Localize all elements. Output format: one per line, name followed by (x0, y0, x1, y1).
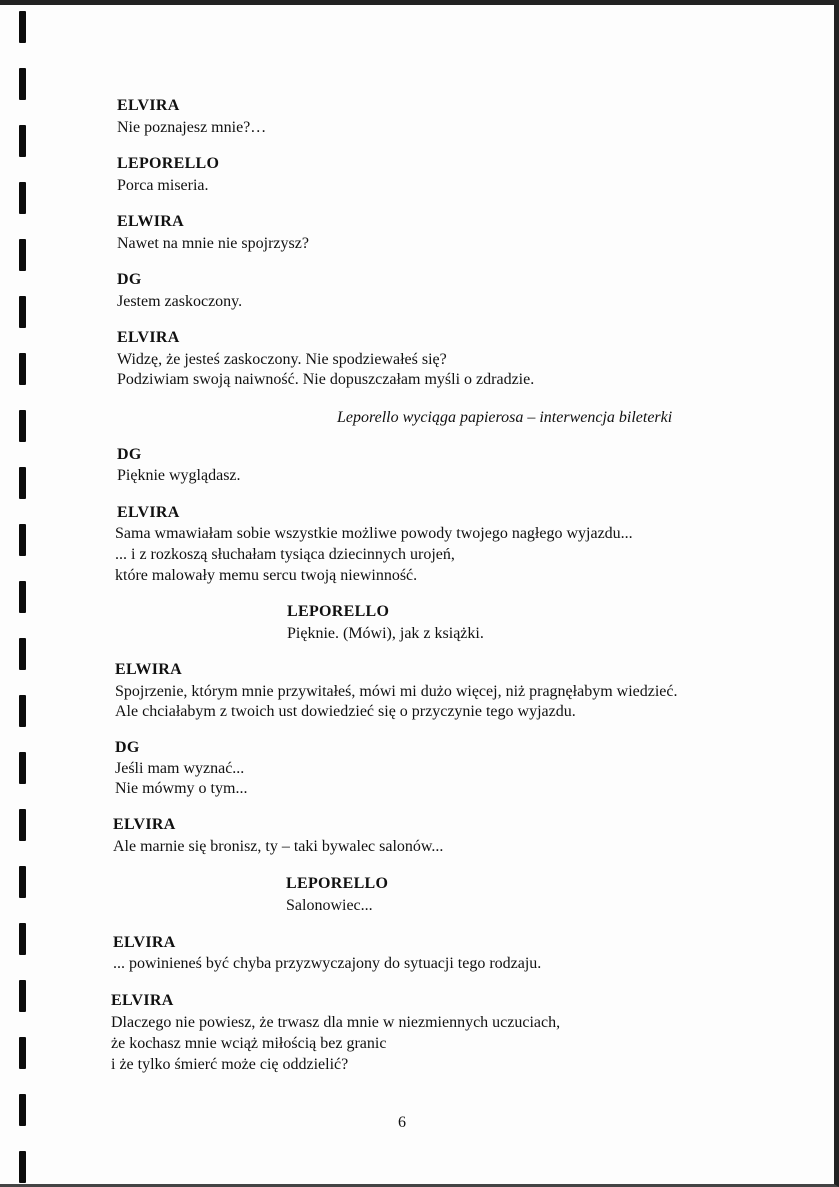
binding-hole (19, 182, 26, 214)
binding-hole (19, 980, 26, 1012)
speaker-name: ELVIRA (117, 504, 180, 521)
dialogue-line: Salonowiec... (286, 897, 373, 914)
binding-hole (19, 125, 26, 157)
dialogue-line: i że tylko śmierć może cię oddzielić? (111, 1056, 349, 1073)
speaker-name: ELWIRA (115, 661, 183, 678)
dialogue-line: ... powinieneś być chyba przyzwyczajony do sytuacji tego rodzaju. (113, 955, 542, 972)
binding-hole (19, 410, 26, 442)
binding-hole (19, 581, 26, 613)
binding-holes (0, 5, 30, 1187)
binding-hole (19, 68, 26, 100)
speaker-name: ELWIRA (117, 213, 185, 230)
binding-hole (19, 1151, 26, 1183)
binding-hole (19, 1037, 26, 1069)
dialogue-line: Jestem zaskoczony. (117, 293, 243, 310)
dialogue-line: Nie poznajesz mnie?… (117, 119, 267, 136)
dialogue-line: Ale chciałabym z twoich ust dowiedzieć się o przyczynie tego wyjazdu. (115, 703, 576, 720)
binding-hole (19, 866, 26, 898)
dialogue-line: Ale marnie się bronisz, ty – taki bywalec salonów... (113, 838, 444, 855)
dialogue-line: które malowały memu sercu twoją niewinność. (115, 567, 418, 584)
binding-hole (19, 239, 26, 271)
dialogue-line: że kochasz mnie wciąż miłością bez granic (111, 1035, 387, 1052)
speaker-name: ELVIRA (117, 97, 180, 114)
speaker-name: ELVIRA (117, 329, 180, 346)
dialogue-line: Porca miseria. (117, 177, 209, 194)
dialogue-line: Pięknie wyglądasz. (117, 467, 241, 484)
speaker-name: ELVIRA (111, 992, 174, 1009)
binding-hole (19, 524, 26, 556)
binding-hole (19, 467, 26, 499)
dialogue-line: Jeśli mam wyznać... (115, 760, 245, 777)
dialogue-line: Widzę, że jesteś zaskoczony. Nie spodziewałeś się? (117, 351, 447, 368)
speaker-name: ELVIRA (113, 816, 176, 833)
binding-hole (19, 1094, 26, 1126)
binding-hole (19, 353, 26, 385)
binding-hole (19, 752, 26, 784)
dialogue-line: Sama wmawiałam sobie wszystkie możliwe powody twojego nagłego wyjazdu... (115, 525, 633, 542)
speaker-name: LEPORELLO (117, 155, 220, 172)
speaker-name: DG (117, 271, 142, 288)
binding-hole (19, 923, 26, 955)
speaker-name: ELVIRA (113, 934, 176, 951)
page-number: 6 (398, 1114, 406, 1131)
speaker-name: DG (115, 739, 140, 756)
dialogue-line: ... i z rozkoszą słuchałam tysiąca dziecinnych urojeń, (115, 546, 455, 563)
binding-hole (19, 296, 26, 328)
stage-direction: Leporello wyciąga papierosa – interwencja bileterki (337, 409, 673, 426)
dialogue-line: Dlaczego nie powiesz, że trwasz dla mnie w niezmiennych uczuciach, (111, 1014, 561, 1031)
speaker-name: LEPORELLO (287, 603, 390, 620)
dialogue-line: Nie mówmy o tym... (115, 780, 248, 797)
speaker-name: LEPORELLO (286, 875, 389, 892)
binding-hole (19, 809, 26, 841)
binding-hole (19, 638, 26, 670)
speaker-name: DG (117, 446, 142, 463)
dialogue-line: Pięknie. (Mówi), jak z książki. (287, 625, 484, 642)
dialogue-line: Podziwiam swoją naiwność. Nie dopuszczałam myśli o zdradzie. (117, 371, 535, 388)
dialogue-line: Nawet na mnie nie spojrzysz? (117, 235, 309, 252)
dialogue-line: Spojrzenie, którym mnie przywitałeś, mówi mi dużo więcej, niż pragnęłabym wiedzieć. (115, 683, 678, 700)
binding-hole (19, 11, 26, 43)
binding-hole (19, 695, 26, 727)
